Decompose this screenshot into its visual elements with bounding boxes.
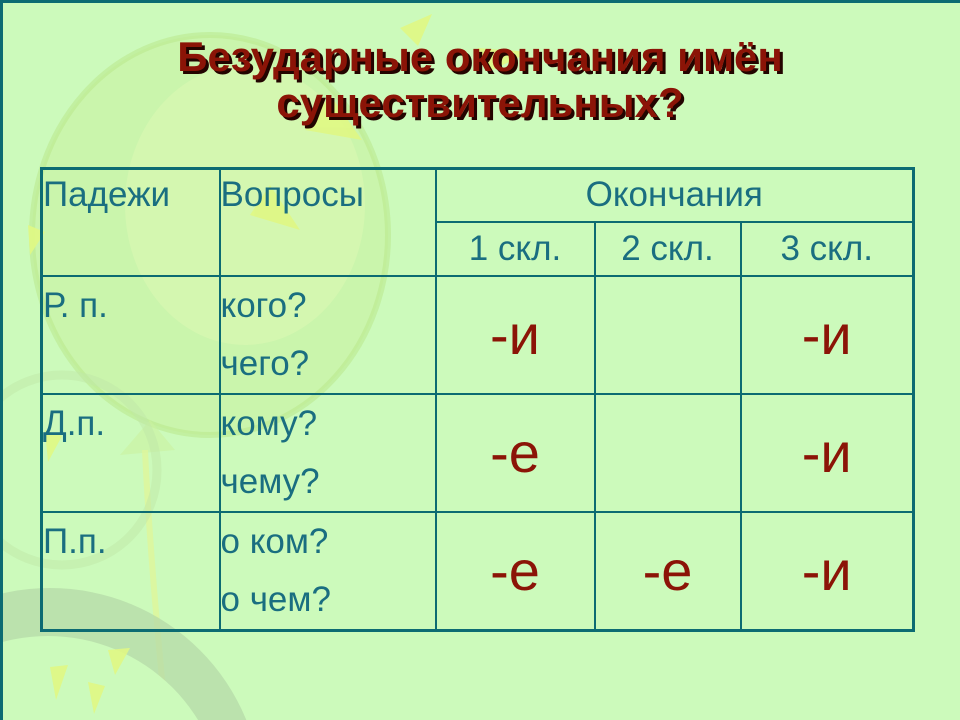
ending-cell	[595, 276, 741, 394]
case-label: Д.п.	[43, 403, 106, 443]
question-line: кого?	[220, 285, 307, 325]
ending-cell: -и	[741, 394, 914, 512]
header-questions: Вопросы	[220, 169, 436, 276]
ending-cell: -е	[595, 512, 741, 631]
question-line: чего?	[220, 343, 310, 383]
questions-cell	[220, 276, 436, 394]
question-line: о чем?	[220, 579, 331, 619]
ending-cell: -е	[436, 394, 595, 512]
case-cell	[42, 512, 220, 631]
slide-title: Безударные окончания имён существительных?	[177, 33, 783, 127]
question-line: чему?	[220, 461, 320, 501]
header-declension-2: 2 скл.	[595, 222, 741, 276]
case-label: Р. п.	[43, 285, 108, 325]
header-endings: Окончания	[436, 169, 914, 222]
questions-cell	[220, 394, 436, 512]
ending-cell: -е	[436, 512, 595, 631]
question-line: кому?	[220, 403, 318, 443]
ending-cell	[595, 394, 741, 512]
table-row	[42, 276, 914, 394]
endings-table	[40, 167, 915, 632]
header-cases: Падежи	[42, 169, 220, 276]
table-row	[42, 394, 914, 512]
header-declension-3: 3 скл.	[741, 222, 914, 276]
ending-cell: -и	[436, 276, 595, 394]
header-declension-1: 1 скл.	[436, 222, 595, 276]
case-cell	[42, 394, 220, 512]
ending-cell: -и	[741, 512, 914, 631]
table-header-row	[42, 169, 914, 222]
table-row	[42, 512, 914, 631]
question-line: о ком?	[220, 521, 329, 561]
case-cell	[42, 276, 220, 394]
questions-cell	[220, 512, 436, 631]
case-label: П.п.	[43, 521, 107, 561]
ending-cell: -и	[741, 276, 914, 394]
